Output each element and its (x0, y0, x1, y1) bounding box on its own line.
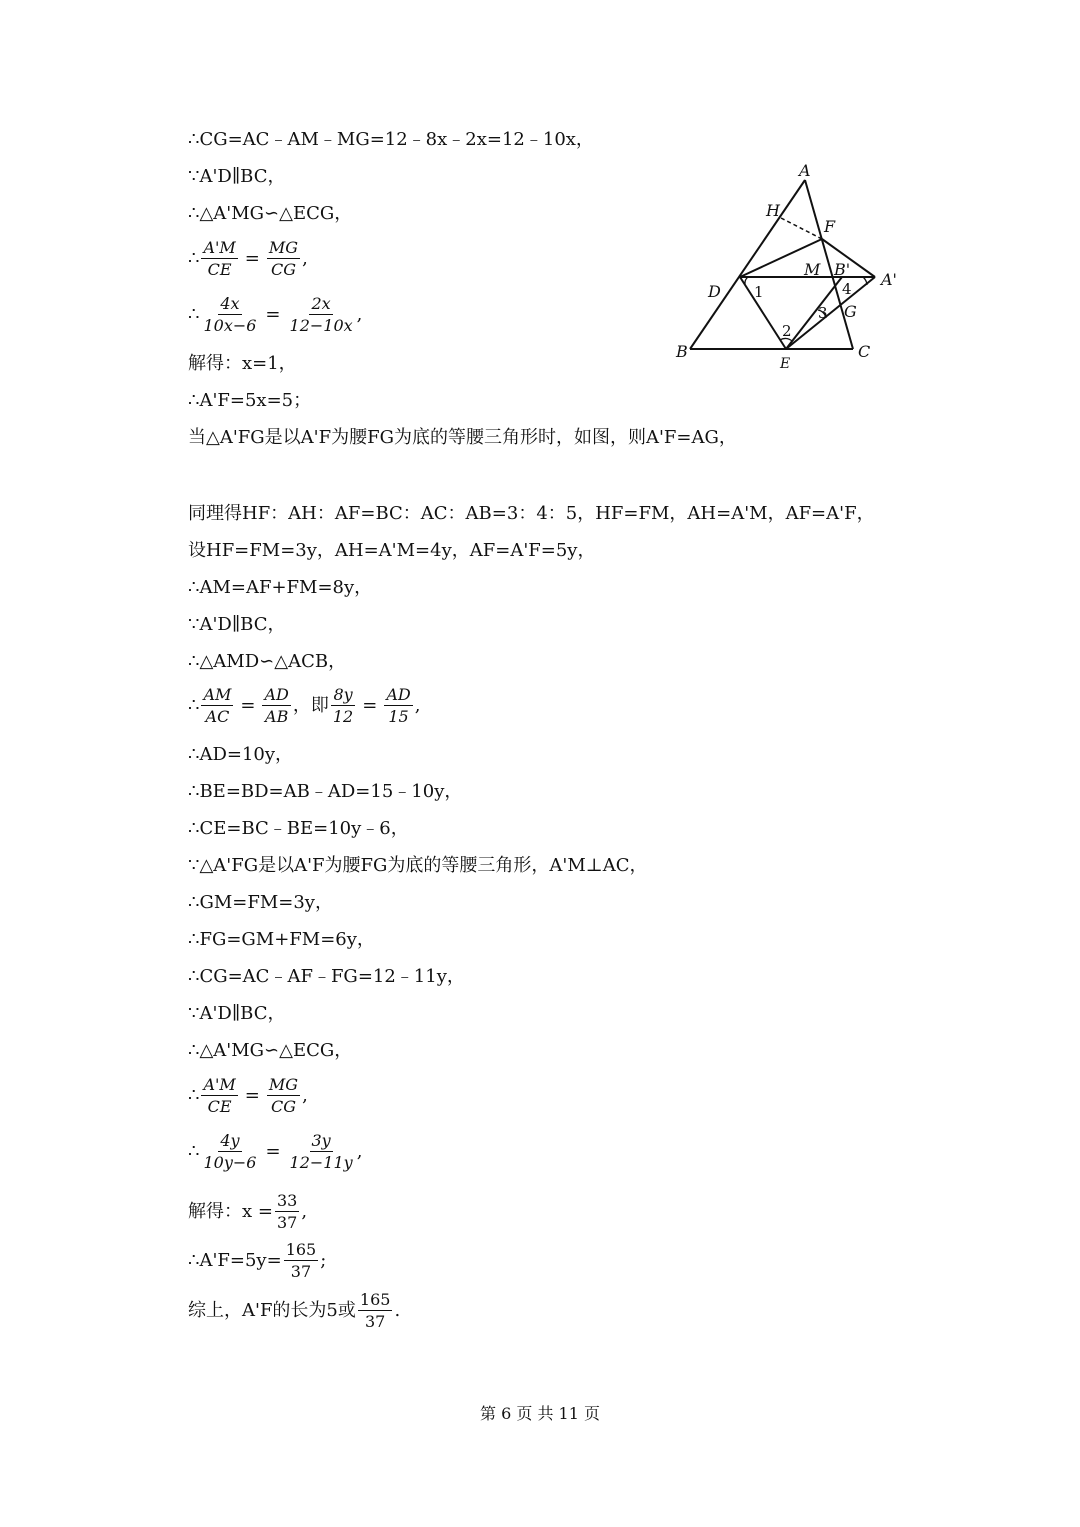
fraction: $\frac{4y}{10y-6}$ (203, 1131, 257, 1172)
line-12: ∵A'D∥BC， (188, 614, 286, 635)
label-A-prime: A' (881, 270, 897, 289)
label-angle-3: 3 (818, 304, 828, 322)
fraction: $\frac{AM}{AC}$ (203, 685, 232, 726)
fraction: $\frac{165}{37}$ (285, 1240, 317, 1281)
page-footer: 第 6 页 共 11 页 (480, 1404, 600, 1423)
label-angle-2: 2 (782, 322, 792, 340)
label-angle-4: 4 (842, 280, 852, 298)
label-D: D (708, 282, 721, 301)
fraction: $\frac{A'M}{CE}$ (203, 238, 236, 279)
line-6: 解得：x=1， (188, 353, 297, 374)
fraction: $\frac{A'M}{CE}$ (203, 1075, 236, 1116)
label-M: M (804, 260, 821, 279)
line-3: ∴△A'MG∽△ECG， (188, 203, 353, 224)
line-21: ∴CG=AC﹣AF﹣FG=12﹣11y， (188, 966, 465, 987)
angle-4-arc (863, 277, 867, 285)
line-23: ∴△A'MG∽△ECG， (188, 1040, 353, 1061)
line-2: ∵A'D∥BC， (188, 166, 286, 187)
label-H: H (766, 201, 780, 220)
segment-EA-prime (786, 277, 875, 349)
line-5-fraction: ∴ $\frac{4x}{10x-6}$ = $\frac{2x}{12-10x}$ , (188, 294, 363, 335)
line-27-fraction: ∴A'F=5y= $\frac{165}{37}$ ; (188, 1240, 327, 1281)
angle-1-arc (745, 277, 748, 284)
label-G: G (844, 302, 857, 321)
line-4-fraction: ∴ $\frac{A'M}{CE}$ = $\frac{MG}{CG}$ , (188, 238, 308, 279)
label-angle-1: 1 (754, 283, 764, 301)
fraction: $\frac{MG}{CG}$ (268, 238, 299, 279)
fraction: $\frac{165}{37}$ (359, 1290, 391, 1331)
line-13: ∴△AMD∽△ACB， (188, 651, 347, 672)
line-28-fraction: 综上，A'F的长为5或 $\frac{165}{37}$ . (188, 1290, 401, 1331)
label-B-prime: B' (834, 260, 851, 279)
line-24-fraction: ∴ $\frac{A'M}{CE}$ = $\frac{MG}{CG}$ , (188, 1075, 308, 1116)
segment-EB-prime (786, 277, 842, 349)
line-11: ∴AM=AF+FM=8y， (188, 577, 373, 598)
fraction: $\frac{MG}{CG}$ (268, 1075, 299, 1116)
line-26-fraction: 解得：x = $\frac{33}{37}$ , (188, 1191, 308, 1232)
line-7: ∴A'F=5x=5； (188, 390, 312, 411)
label-C: C (858, 342, 871, 361)
line-15: ∴AD=10y， (188, 744, 294, 765)
line-14-fraction: ∴ $\frac{AM}{AC}$ = $\frac{AD}{AB}$ ，即 $\frac{8y}{12}$ = $\frac{AD}{15}$ , (188, 685, 421, 726)
line-18: ∵△A'FG是以A'F为腰FG为底的等腰三角形，A'M⊥AC， (188, 855, 648, 876)
line-1: ∴CG=AC﹣AM﹣MG=12﹣8x﹣2x=12﹣10x， (188, 129, 594, 150)
fraction: $\frac{AD}{15}$ (386, 685, 411, 726)
line-9: 同理得HF：AH：AF=BC：AC：AB=3：4：5，HF=FM，AH=A'M，AF=A'F， (188, 503, 875, 524)
fraction: $\frac{2x}{12-10x}$ (289, 294, 353, 335)
fraction: $\frac{3y}{12-11y}$ (289, 1131, 353, 1172)
line-8: 当△A'FG是以A'F为腰FG为底的等腰三角形时，如图，则A'F=AG， (188, 427, 737, 448)
fraction: $\frac{AD}{AB}$ (264, 685, 289, 726)
label-F: F (824, 217, 836, 236)
fraction: $\frac{33}{37}$ (276, 1191, 298, 1232)
geometry-figure (668, 158, 908, 373)
label-E: E (780, 356, 791, 372)
line-22: ∵A'D∥BC， (188, 1003, 286, 1024)
line-19: ∴GM=FM=3y， (188, 892, 333, 913)
line-17: ∴CE=BC﹣BE=10y﹣6， (188, 818, 409, 839)
line-25-fraction: ∴ $\frac{4y}{10y-6}$ = $\frac{3y}{12-11y}$ , (188, 1131, 363, 1172)
label-B: B (676, 342, 688, 361)
line-10: 设HF=FM=3y，AH=A'M=4y，AF=A'F=5y， (188, 540, 596, 561)
line-20: ∴FG=GM+FM=6y， (188, 929, 375, 950)
fraction: $\frac{8y}{12}$ (332, 685, 354, 726)
line-16: ∴BE=BD=AB﹣AD=15﹣10y， (188, 781, 463, 802)
label-A: A (799, 161, 811, 180)
fraction: $\frac{4x}{10x-6}$ (203, 294, 257, 335)
